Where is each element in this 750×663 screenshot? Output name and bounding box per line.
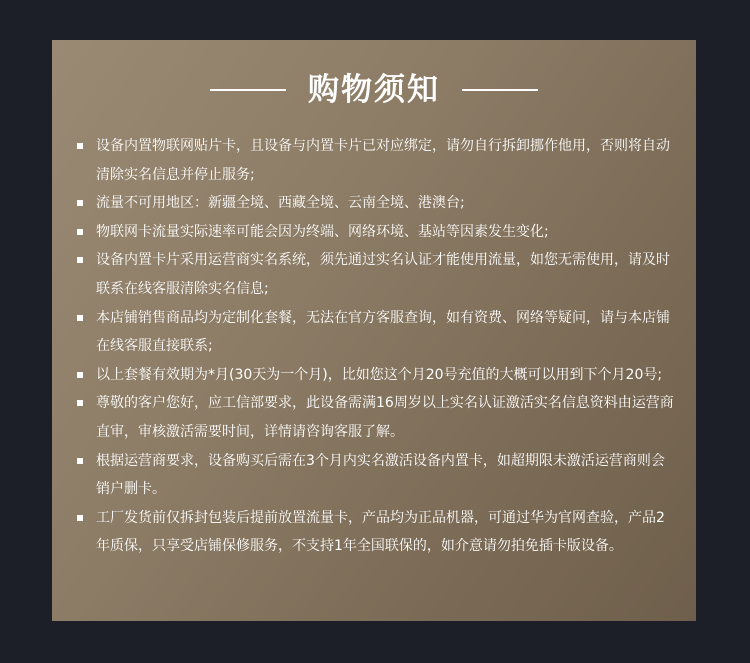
list-item-text: 物联网卡流量实际速率可能会因为终端、网络环境、基站等因素发生变化; bbox=[96, 223, 549, 240]
list-item-text: 工厂发货前仅拆封包装后提前放置流量卡，产品均为正品机器，可通过华为官网查验，产品2年质保，只享受店铺保修服务，不支持1年全国联保的，如介意请勿拍免插卡版设备。 bbox=[96, 509, 665, 555]
square-bullet-icon bbox=[77, 515, 83, 521]
list-item bbox=[76, 189, 676, 218]
list-item-text: 尊敬的客户您好，应工信部要求，此设备需满16周岁以上实名认证激活实名信息资料由运营商直审，审核激活需要时间，详情请咨询客服了解。 bbox=[96, 395, 674, 440]
list-item-text: 根据运营商要求，设备购买后需在3个月内实名激活设备内置卡，如超期限未激活运营商则会销户删卡。 bbox=[96, 452, 665, 498]
title-left-divider bbox=[210, 89, 286, 91]
list-item-text: 流量不可用地区：新疆全境、西藏全境、云南全境、港澳台; bbox=[96, 195, 465, 212]
list-item bbox=[76, 132, 676, 189]
square-bullet-icon bbox=[77, 315, 83, 321]
list-item bbox=[76, 361, 676, 390]
square-bullet-icon bbox=[77, 229, 83, 235]
square-bullet-icon bbox=[77, 257, 83, 263]
title-right-divider bbox=[462, 89, 538, 91]
title-row bbox=[52, 68, 696, 112]
list-item bbox=[76, 389, 676, 446]
list-item bbox=[76, 246, 676, 303]
list-item bbox=[76, 447, 676, 504]
list-item bbox=[76, 304, 676, 361]
list-item-text: 以上套餐有效期为*月(30天为一个月)，比如您这个月20号充值的大概可以用到下个月20号; bbox=[96, 366, 663, 383]
list-item bbox=[76, 504, 676, 561]
list-item-text: 本店铺销售商品均为定制化套餐，无法在官方客服查询，如有资费、网络等疑问，请与本店铺在线客服直接联系; bbox=[96, 309, 670, 355]
page-title: 购物须知 bbox=[308, 72, 440, 108]
list-item-text: 设备内置物联网贴片卡，且设备与内置卡片已对应绑定，请勿自行拆卸挪作他用，否则将自动清除实名信息并停止服务; bbox=[96, 138, 670, 183]
notice-panel bbox=[52, 40, 696, 621]
list-item-text: 设备内置卡片采用运营商实名系统，须先通过实名认证才能使用流量，如您无需使用，请及时联系在线客服清除实名信息; bbox=[96, 252, 670, 297]
list-item bbox=[76, 218, 676, 247]
square-bullet-icon bbox=[77, 372, 83, 378]
square-bullet-icon bbox=[77, 143, 83, 149]
square-bullet-icon bbox=[77, 200, 83, 206]
square-bullet-icon bbox=[77, 458, 83, 464]
square-bullet-icon bbox=[77, 400, 83, 406]
notice-list bbox=[76, 132, 676, 561]
